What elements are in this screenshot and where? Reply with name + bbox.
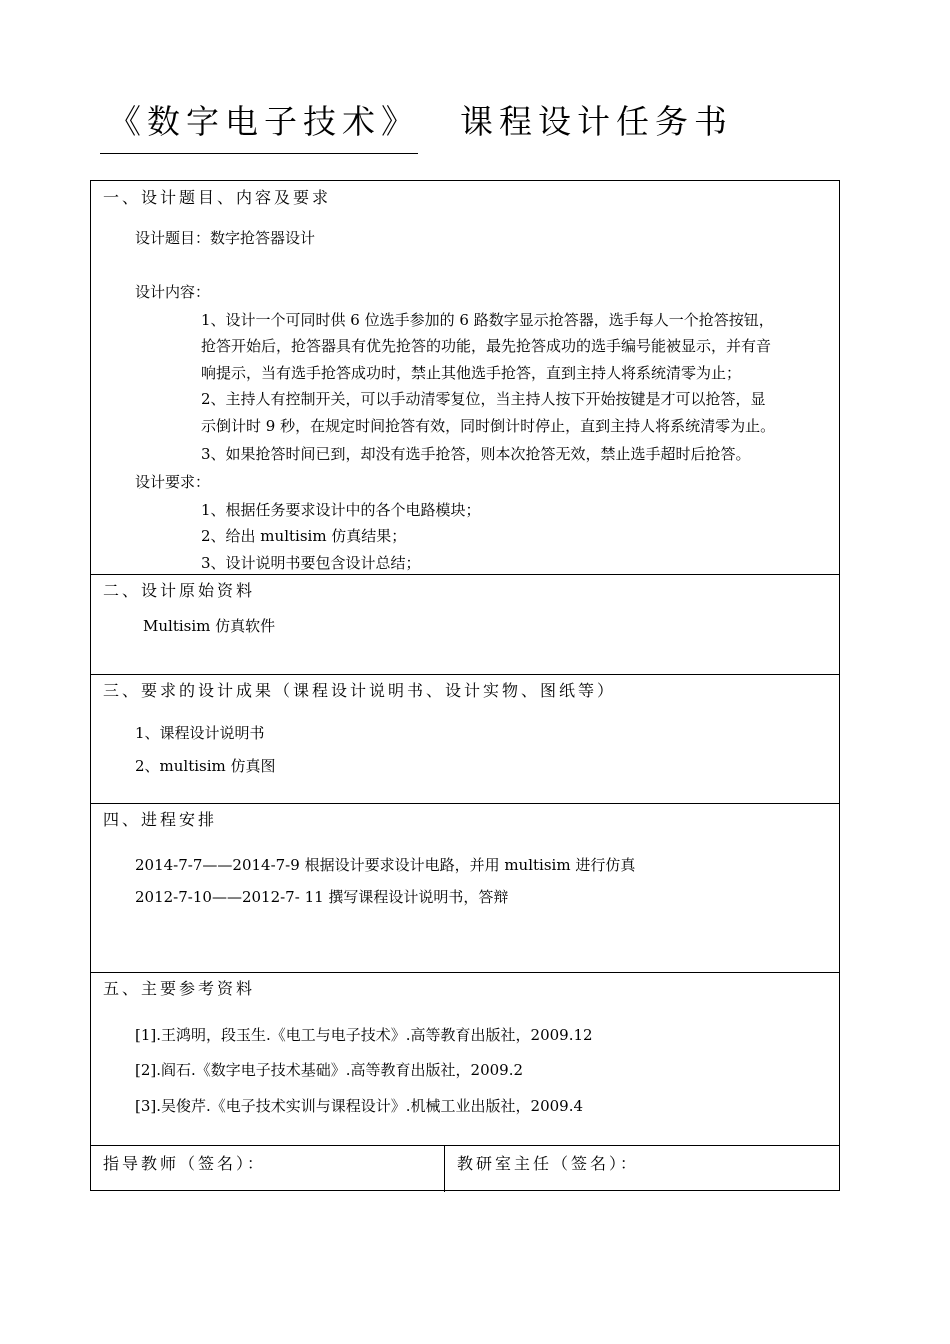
section-deliverables — [91, 674, 839, 803]
section-schedule — [91, 803, 839, 972]
reference-line: [3].吴俊芹.《电子技术实训与课程设计》.机械工业出版社，2009.4 — [135, 1097, 584, 1115]
section-materials — [91, 574, 839, 674]
task-table — [90, 180, 840, 1191]
document-title-type: 课程设计任务书 — [460, 102, 733, 141]
content-line: 2、主持人有控制开关，可以手动清零复位，当主持人按下开始按键是才可以抢答，显 — [201, 390, 766, 408]
schedule-line: 2014-7-7——2014-7-9 根据设计要求设计电路，并用 multisim 进行仿真 — [135, 856, 636, 874]
section-heading: 二、设计原始资料 — [103, 581, 256, 600]
section-heading: 三、要求的设计成果（课程设计说明书、设计实物、图纸等） — [103, 681, 617, 700]
document-title — [108, 96, 733, 143]
title-underline — [100, 153, 418, 154]
content-line: 示倒计时 9 秒，在规定时间抢答有效，同时倒计时停止，直到主持人将系统清零为止。 — [201, 417, 776, 435]
section-heading: 一、设计题目、内容及要求 — [103, 188, 332, 207]
deliverable-line: 1、课程设计说明书 — [135, 724, 265, 742]
director-signature-label: 教研室主任（签名）： — [457, 1154, 640, 1173]
section-heading: 五、主要参考资料 — [103, 979, 256, 998]
reference-line: [1].王鸿明，段玉生.《电工与电子技术》.高等教育出版社，2009.12 — [135, 1026, 593, 1044]
requirements-label: 设计要求： — [135, 473, 211, 491]
content-line: 1、设计一个可同时供 6 位选手参加的 6 路数字显示抢答器，选手每人一个抢答按钮， — [201, 311, 774, 329]
section-references — [91, 972, 839, 1145]
content-label: 设计内容： — [135, 283, 211, 301]
requirement-line: 3、设计说明书要包含设计总结； — [201, 554, 421, 572]
advisor-signature-cell — [91, 1146, 445, 1192]
advisor-signature-label: 指导教师（签名）： — [103, 1154, 267, 1173]
section-topic — [91, 181, 839, 574]
director-signature-cell — [445, 1146, 839, 1192]
content-line: 抢答开始后，抢答器具有优先抢答的功能，最先抢答成功的选手编号能被显示，并有音 — [201, 337, 772, 355]
reference-line: [2].阎石.《数字电子技术基础》.高等教育出版社，2009.2 — [135, 1061, 524, 1079]
content-line: 响提示，当有选手抢答成功时，禁止其他选手抢答，直到主持人将系统清零为止； — [201, 364, 742, 382]
requirement-line: 1、根据任务要求设计中的各个电路模块； — [201, 501, 481, 519]
section-heading: 四、进程安排 — [103, 810, 218, 829]
requirement-line: 2、给出 multisim 仿真结果； — [201, 527, 407, 545]
design-topic: 设计题目：数字抢答器设计 — [135, 229, 316, 247]
content-line: 3、如果抢答时间已到，却没有选手抢答，则本次抢答无效，禁止选手超时后抢答。 — [201, 445, 751, 463]
materials-line: Multisim 仿真软件 — [143, 617, 276, 635]
document-title-course: 《数字电子技术》 — [108, 102, 420, 141]
signature-row — [91, 1145, 839, 1192]
deliverable-line: 2、multisim 仿真图 — [135, 757, 276, 775]
schedule-line: 2012-7-10——2012-7- 11 撰写课程设计说明书，答辩 — [135, 888, 509, 906]
